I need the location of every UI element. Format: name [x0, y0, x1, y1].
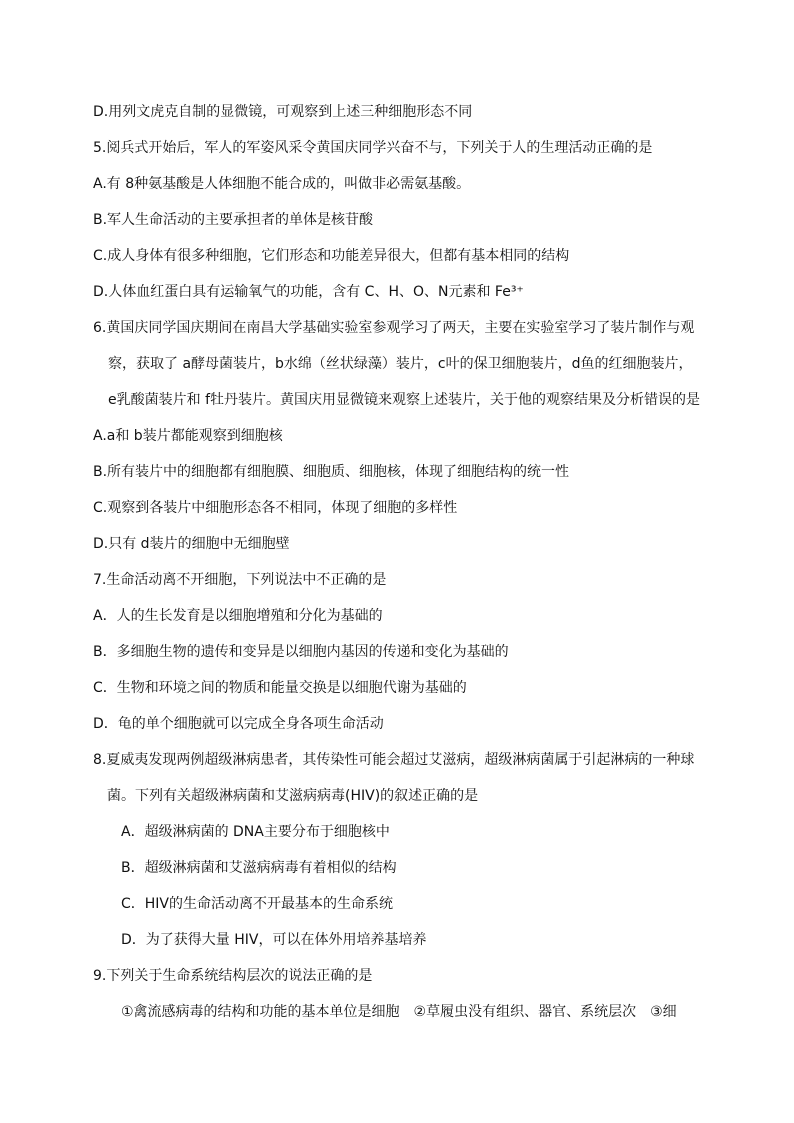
q6-option-b: B.所有装片中的细胞都有细胞膜、细胞质、细胞核，体现了细胞结构的统一性 [93, 464, 570, 480]
q5-option-d: D.人体血红蛋白具有运输氧气的功能，含有 C、H、O、N元素和 Fe³⁺ [93, 284, 524, 300]
q7-option-b: B．多细胞生物的遗传和变异是以细胞内基因的传递和变化为基础的 [93, 644, 509, 660]
q7-option-d: D．龟的单个细胞就可以完成全身各项生命活动 [93, 716, 384, 732]
q6-stem-line-1: 6.黄国庆同学国庆期间在南昌大学基础实验室参观学习了两天，主要在实验室学习了装片制作与观 [93, 320, 695, 336]
q5-option-a: A.有 8种氨基酸是人体细胞不能合成的，叫做非必需氨基酸。 [93, 176, 471, 192]
q8-option-a: A．超级淋病菌的 DNA主要分布于细胞核中 [121, 824, 390, 840]
q9-statements: ①禽流感病毒的结构和功能的基本单位是细胞 ②草履虫没有组织、器官、系统层次 ③细 [121, 1004, 677, 1020]
q6-stem-line-3: e乳酸菌装片和 f牡丹装片。黄国庆用显微镜来观察上述装片，关于他的观察结果及分析错误的是 [108, 392, 700, 408]
q6-option-c: C.观察到各装片中细胞形态各不相同，体现了细胞的多样性 [93, 500, 458, 516]
q5-option-b: B.军人生命活动的主要承担者的单体是核苷酸 [93, 212, 374, 228]
q6-option-d: D.只有 d装片的细胞中无细胞壁 [93, 536, 290, 552]
q7-stem: 7.生命活动离不开细胞，下列说法中不正确的是 [93, 572, 387, 588]
q8-stem-line-2: 菌。下列有关超级淋病菌和艾滋病病毒(HIV)的叙述正确的是 [107, 788, 479, 804]
q6-stem-line-2: 察，获取了 a酵母菌装片，b水绵（丝状绿藻）装片，c叶的保卫细胞装片，d鱼的红细胞装片， [108, 356, 693, 372]
q7-option-a: A．人的生长发育是以细胞增殖和分化为基础的 [93, 608, 383, 624]
q4-option-d: D.用列文虎克自制的显微镜，可观察到上述三种细胞形态不同 [93, 104, 473, 120]
q9-stem: 9.下列关于生命系统结构层次的说法正确的是 [93, 968, 373, 984]
q5-option-c: C.成人身体有很多种细胞，它们形态和功能差异很大，但都有基本相同的结构 [93, 248, 570, 264]
q8-option-b: B．超级淋病菌和艾滋病病毒有着相似的结构 [121, 860, 397, 876]
q8-stem-line-1: 8.夏威夷发现两例超级淋病患者，其传染性可能会超过艾滋病，超级淋病菌属于引起淋病的一种球 [93, 752, 695, 768]
q7-option-c: C．生物和环境之间的物质和能量交换是以细胞代谢为基础的 [93, 680, 467, 696]
q8-option-d: D．为了获得大量 HIV，可以在体外用培养基培养 [121, 932, 427, 948]
q5-stem: 5.阅兵式开始后，军人的军姿风采令黄国庆同学兴奋不与，下列关于人的生理活动正确的是 [93, 140, 653, 156]
q8-option-c: C．HIV的生命活动离不开最基本的生命系统 [121, 896, 394, 912]
q6-option-a: A.a和 b装片都能观察到细胞核 [93, 428, 283, 444]
